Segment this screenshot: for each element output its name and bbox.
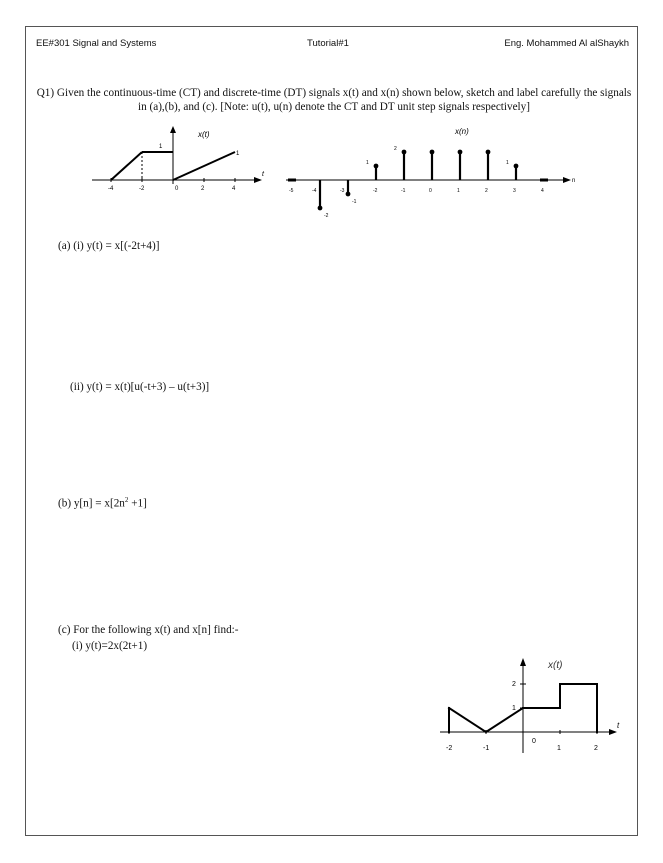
part-b-suffix: +1] <box>128 497 147 510</box>
ct-segment-0 <box>111 152 142 180</box>
ct-y-label-a: 1 <box>159 144 163 150</box>
ct2-segment-1 <box>449 708 486 732</box>
ct2-tick-label-3: 1 <box>557 745 561 752</box>
dt-n-axis-arrow <box>563 177 571 183</box>
dt-sample-dot-8 <box>514 164 519 169</box>
dt-sample-dot-2 <box>346 192 351 197</box>
header-course: EE#301 Signal and Systems <box>36 38 157 49</box>
dt-n-label-6: 1 <box>457 188 460 194</box>
question-text: Q1) Given the continuous-time (CT) and discrete-time (DT) signals x(t) and x(n) shown below, sketch and label carefully the signals in (a),(b), and (c). [Note: u(t), u(n) denote the CT and DT unit step signals respectively] <box>36 87 632 113</box>
ct2-segment-2 <box>486 708 523 732</box>
dt-sample-dot-4 <box>402 150 407 155</box>
ct-y-label-b: 1 <box>236 151 240 157</box>
ct2-t-axis-label: t <box>617 721 620 730</box>
dt-sample-dot-1 <box>318 206 323 211</box>
ct2-tick-label-0: -2 <box>446 745 453 752</box>
dt-signal-plot <box>282 124 587 224</box>
part-c-i: (i) y(t)=2x(2t+1) <box>72 640 148 652</box>
ct-signal-plot <box>86 124 276 199</box>
ct2-tick-label-1: -1 <box>483 745 490 752</box>
dt-sample-dot-6 <box>458 150 463 155</box>
dt-n-label-8: 3 <box>513 188 516 194</box>
ct2-y-label-2: 2 <box>512 681 516 688</box>
ct2-plot-title: x(t) <box>548 660 563 671</box>
part-a-ii: (ii) y(t) = x(t)[u(-t+3) – u(t+3)] <box>70 381 210 393</box>
ct-tick-label-1: -2 <box>139 186 145 192</box>
dt-sample-dot-5 <box>430 150 435 155</box>
dt-value-label-3: 1 <box>366 160 369 166</box>
ct2-tick-label-4: 2 <box>594 745 598 752</box>
dt-n-label-7: 2 <box>485 188 488 194</box>
ct-t-axis-arrow <box>254 177 262 183</box>
dt-n-label-5: 0 <box>429 188 432 194</box>
part-b-prefix: (b) y[n] = x[2n <box>58 497 125 510</box>
ct-y-axis-arrow <box>170 126 176 133</box>
ct-segment-2 <box>173 152 235 180</box>
part-c: (c) For the following x(t) and x[n] find:- <box>58 624 239 636</box>
dt-sample-dot-7 <box>486 150 491 155</box>
part-b-exponent: 2 <box>124 496 129 504</box>
ct-tick-label-2: 0 <box>175 186 179 192</box>
dt-value-label-2: -1 <box>352 199 357 205</box>
dt-n-label-3: -2 <box>373 188 378 194</box>
ct2-y-axis-arrow <box>520 658 526 666</box>
dt-n-label-1: -4 <box>312 188 317 194</box>
ct2-y-label-1: 1 <box>512 705 516 712</box>
ct2-tick-label-2: 0 <box>532 738 536 745</box>
dt-value-label-8: 1 <box>506 160 509 166</box>
dt-plot-title: x(n) <box>455 127 469 136</box>
ct-signal-plot-2 <box>440 655 635 760</box>
ct-plot-title: x(t) <box>198 130 210 139</box>
dt-value-label-1: -2 <box>324 213 329 219</box>
dt-n-label-0: -5 <box>289 188 294 194</box>
dt-n-label-2: -3 <box>340 188 345 194</box>
dt-sample-dot-3 <box>374 164 379 169</box>
part-b <box>58 493 147 511</box>
ct-tick-label-4: 4 <box>232 186 236 192</box>
dt-n-label-9: 4 <box>541 188 544 194</box>
header-tutorial: Tutorial#1 <box>307 38 349 49</box>
dt-n-axis-label: n <box>572 178 576 184</box>
part-a-i: (a) (i) y(t) = x[(-2t+4)] <box>58 240 160 252</box>
dt-value-label-4: 2 <box>394 146 397 152</box>
ct-t-axis-label: t <box>262 171 264 178</box>
dt-n-label-4: -1 <box>401 188 406 194</box>
header-instructor: Eng. Mohammed Al alShaykh <box>504 38 629 49</box>
ct-tick-label-3: 2 <box>201 186 205 192</box>
ct2-t-axis-arrow <box>609 729 617 735</box>
ct-tick-label-0: -4 <box>108 186 114 192</box>
